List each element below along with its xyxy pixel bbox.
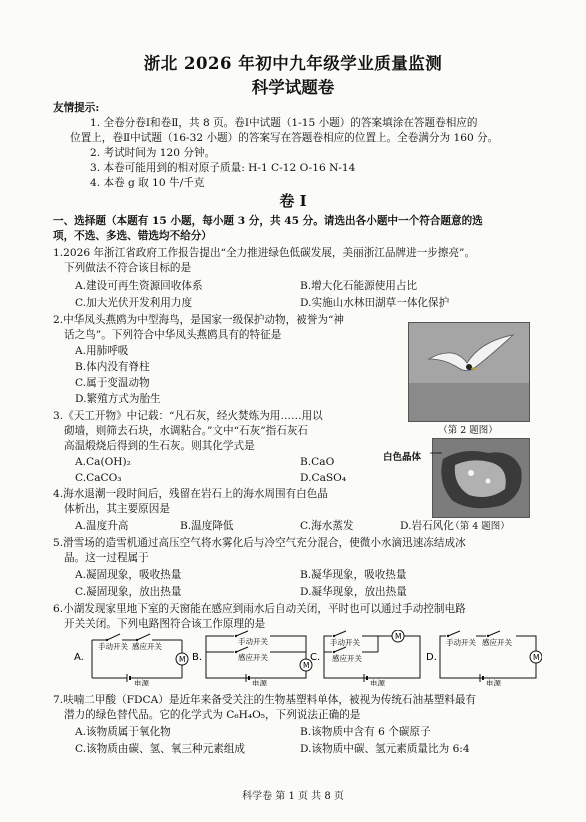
circuit-c-label: C. (310, 652, 321, 663)
q1-option-a: A.建设可再生资源回收体系 (75, 280, 203, 292)
q7-stem: 7.呋喃二甲酸（FDCA）是近年来备受关注的生物基塑料单体，被视为传统石油基塑料最有 (53, 694, 477, 706)
circuit-c-motor: M (395, 632, 402, 641)
circuit-c (310, 630, 420, 686)
circuit-a-manual: 手动开关 (98, 642, 128, 651)
tips-line: 3. 本卷可能用到的相对原子质量: H-1 C-12 O-16 N-14 (90, 162, 356, 174)
seabird-photo (408, 322, 530, 422)
q4-option-a: A.温度升高 (75, 520, 129, 532)
q5-option-d: D.凝华现象，放出热量 (300, 586, 407, 598)
circuit-c-manual: 手动开关 (330, 638, 360, 647)
q6-circuits (72, 630, 542, 686)
q4-option-b: B.温度降低 (180, 520, 234, 532)
circuit-c-sensor: 感应开关 (332, 654, 362, 663)
circuit-d-sensor: 感应开关 (482, 638, 512, 647)
q5-stem: 5.滑雪场的造雪机通过高压空气将水雾化后与冷空气充分混合，使微小水滴迅速冻结成冰 (53, 537, 466, 549)
q3-stem: 3.《天工开物》中记载：“凡石灰，经火焚炼为用……用以 (53, 410, 323, 422)
q4-stem: 体析出，其主要原因是 (64, 503, 170, 515)
q4-caption: （第 4 题图） (450, 521, 510, 532)
circuit-d-label: D. (426, 652, 437, 663)
circuit-b-motor: M (303, 661, 310, 670)
tips-heading: 友情提示: (53, 102, 100, 114)
circuit-d (426, 631, 542, 686)
tips-line: 1. 全卷分卷Ⅰ和卷Ⅱ，共 8 页。卷Ⅰ中试题（1-15 小题）的答案填涂在答题卷相应的 (90, 117, 478, 129)
q6-stem: 开关关闭。下列电路图符合该工作原理的是 (64, 618, 266, 630)
q7-option-a: A.该物质属于氧化物 (75, 726, 171, 738)
part-header: 项，不选、多选、错选均不给分） (53, 230, 212, 242)
circuit-a-label: A. (74, 652, 84, 663)
q4-stem: 4.海水退潮一段时间后，残留在岩石上的海水周围有白色晶 (53, 488, 328, 500)
q6-stem: 6.小湖发现家里地下室的天窗能在感应到雨水后自动关闭，平时也可以通过手动控制电路 (53, 603, 466, 615)
circuit-d-manual: 手动开关 (446, 638, 476, 647)
exam-title: 浙北 2026 年初中九年级学业质量监测 (143, 54, 443, 73)
q2-stem: 2.中华凤头燕鸥为中型海鸟，是国家一级保护动物，被誉为“神 (53, 314, 344, 326)
q3-option-c: C.CaCO₃ (75, 472, 122, 484)
q2-option-a: A.用肺呼吸 (75, 345, 129, 357)
q2-caption: （第 2 题图） (438, 425, 498, 436)
part-header: 一、选择题（本题有 15 小题，每小题 3 分，共 45 分。请选出各小题中一个符合题意的选 (53, 215, 483, 227)
rock-photo (432, 438, 530, 518)
circuit-a-power: 电源 (134, 679, 149, 686)
q1-stem: 下列做法不符合该目标的是 (64, 262, 192, 274)
tips-line: 2. 考试时间为 120 分钟。 (90, 147, 216, 159)
pointer-line (430, 450, 442, 456)
circuit-b (192, 631, 312, 686)
circuit-d-motor: M (533, 653, 540, 662)
section-title: 卷 Ⅰ (279, 192, 307, 210)
exam-subtitle: 科学试题卷 (251, 78, 335, 97)
tips-line: 位置上，卷Ⅱ中试题（16-32 小题）的答案写在答题卷相应的位置上。全卷满分为 160 分。 (70, 132, 499, 144)
q1-stem: 1.2026 年浙江省政府工作报告提出“全力推进绿色低碳发展，美丽浙江品牌进一步擦亮”。 (53, 247, 476, 259)
q3-option-d: D.CaSO₄ (300, 472, 347, 484)
q3-stem: 砌墙，则筛去石块，水调粘合。”文中“石灰”指石灰石 (64, 425, 309, 437)
q7-stem: 潜力的绿色替代品。它的化学式为 C₆H₄O₅，下列说法正确的是 (64, 709, 361, 721)
q4-figure-label: 白色晶体 (383, 452, 422, 463)
circuit-a-sensor: 感应开关 (132, 642, 162, 651)
q7-option-b: B.该物质中含有 6 个碳原子 (300, 726, 431, 738)
q3-stem: 高温煅烧后得到的生石灰。则其化学式是 (64, 440, 255, 452)
tips-line: 4. 本卷 g 取 10 牛/千克 (90, 177, 205, 189)
q3-option-b: B.CaO (300, 456, 335, 468)
q1-option-b: B.增大化石能源使用占比 (300, 280, 418, 292)
circuit-b-label: B. (192, 652, 203, 663)
circuit-a (74, 634, 188, 686)
q4-option-d: D.岩石风化 (400, 520, 454, 532)
circuit-b-manual: 手动开关 (238, 637, 268, 646)
q1-option-c: C.加大光伏开发利用力度 (75, 297, 193, 309)
circuit-d-power: 电源 (486, 679, 501, 686)
circuit-b-power: 电源 (252, 679, 267, 686)
q7-option-c: C.该物质由碳、氢、氧三种元素组成 (75, 743, 246, 755)
q3-option-a: A.Ca(OH)₂ (75, 456, 131, 468)
q2-stem: 话之鸟”。下列符合中华凤头燕鸥具有的特征是 (64, 329, 282, 341)
q2-option-b: B.体内没有脊柱 (75, 361, 150, 373)
q2-option-c: C.属于变温动物 (75, 377, 150, 389)
q5-option-c: C.凝固现象，放出热量 (75, 586, 182, 598)
circuit-a-motor: M (179, 655, 186, 664)
q4-option-c: C.海水蒸发 (300, 520, 354, 532)
page-footer: 科学卷 第 1 页 共 8 页 (242, 791, 344, 802)
q1-option-d: D.实施山水林田湖草一体化保护 (300, 297, 450, 309)
q5-option-b: B.凝华现象，吸收热量 (300, 569, 407, 581)
q2-option-d: D.繁殖方式为胎生 (75, 393, 161, 405)
circuit-b-sensor: 感应开关 (238, 653, 268, 662)
q7-option-d: D.该物质中碳、氢元素质量比为 6:4 (300, 743, 470, 755)
circuit-c-power: 电源 (370, 679, 385, 686)
q5-stem: 晶。这一过程属于 (64, 552, 149, 564)
q5-option-a: A.凝固现象，吸收热量 (75, 569, 182, 581)
